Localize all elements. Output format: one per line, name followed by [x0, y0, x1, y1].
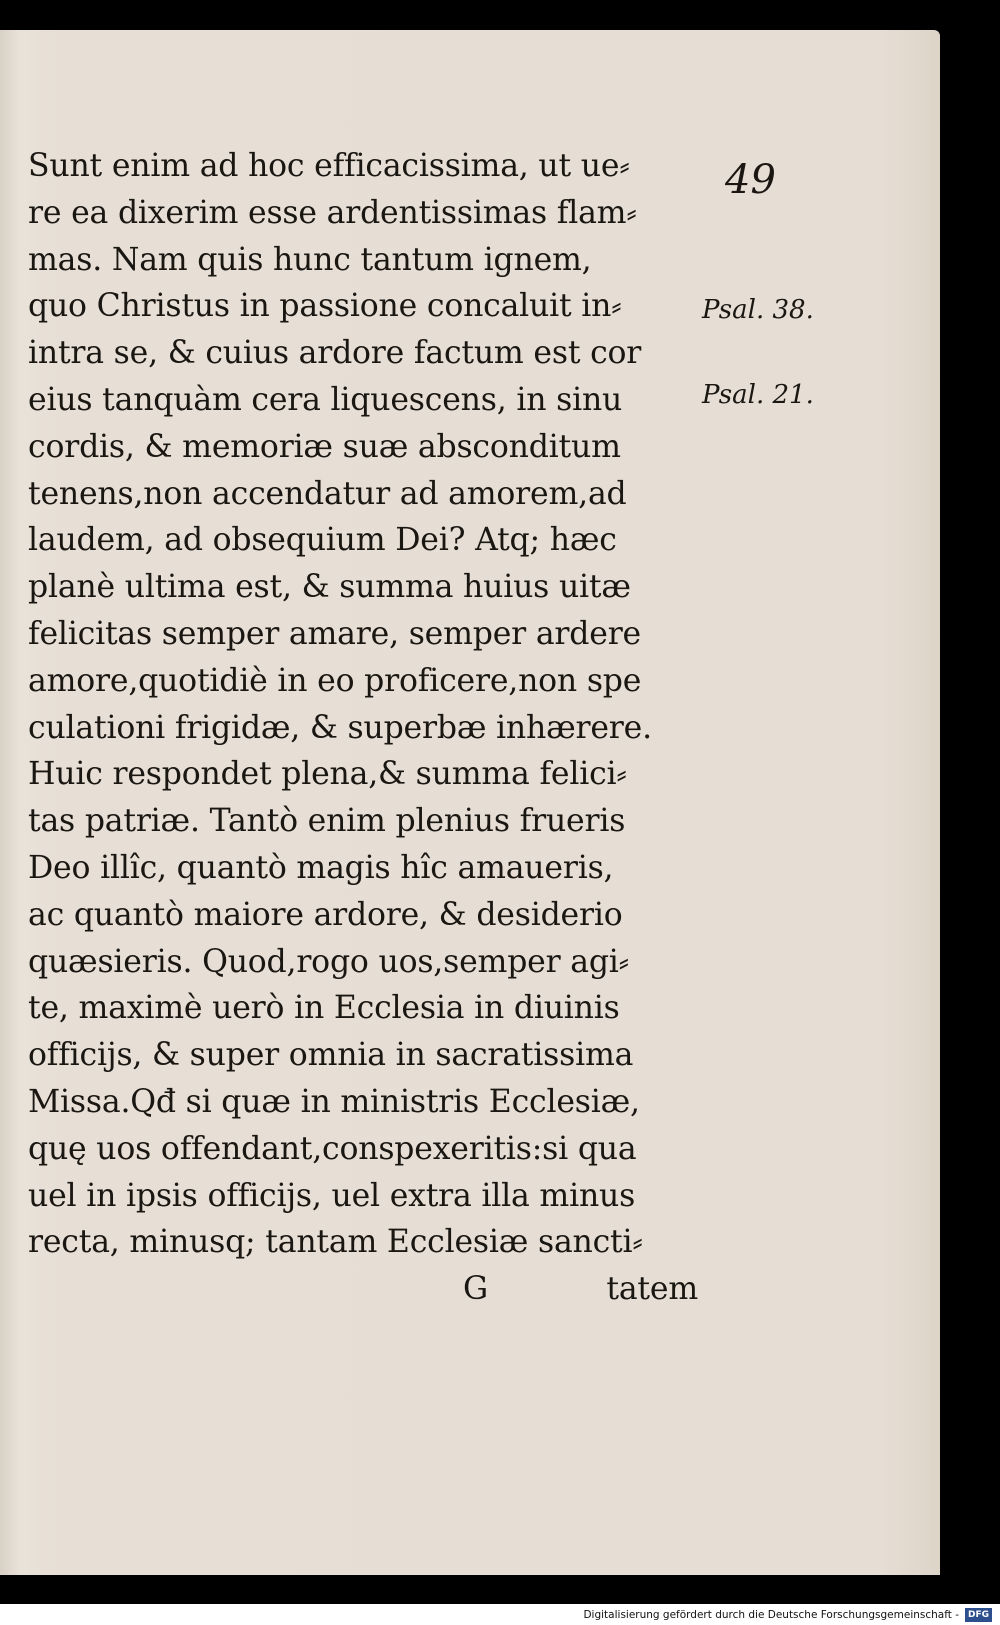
text-line: te, maximè uerò in Ecclesia in diuinis	[28, 990, 620, 1027]
text-line: ac quantò maiore ardore, & desiderio	[28, 896, 623, 933]
dfg-logo-icon: DFG	[965, 1608, 992, 1622]
text-line: laudem, ad obsequium Dei? Atq; hæc	[28, 522, 617, 559]
book-page	[0, 30, 940, 1575]
signature-mark: G	[463, 1271, 488, 1308]
text-line: eius tanquàm cera liquescens, in sinu	[28, 381, 623, 418]
text-line: recta, minusq; tantam Ecclesiæ sancti⸗	[28, 1224, 643, 1261]
text-line: Huic respondet plena,& summa felici⸗	[28, 756, 627, 793]
text-line: quæsieris. Quod,rogo uos,semper agi⸗	[28, 943, 629, 980]
text-line: mas. Nam quis hunc tantum ignem,	[28, 241, 592, 278]
catchword: tatem	[606, 1271, 698, 1308]
text-line: Sunt enim ad hoc efficacissima, ut ue⸗	[28, 148, 630, 184]
text-line: officijs, & super omnia in sacratissima	[28, 1037, 634, 1074]
text-line: Deo illîc, quantò magis hîc amaueris,	[28, 849, 614, 886]
signature-line	[28, 1266, 698, 1313]
text-line: re ea dixerim esse ardentissimas flam⸗	[28, 194, 637, 231]
text-line: intra se, & cuius ardore factum est cor	[28, 335, 642, 372]
page-number: 49	[725, 157, 776, 203]
footer-credit-text: Digitalisierung gefördert durch die Deutsche Forschungsgemeinschaft -	[583, 1608, 959, 1621]
text-line: cordis, & memoriæ suæ absconditum	[28, 428, 621, 465]
marginal-note-psalm-21: Psal. 21.	[702, 380, 814, 410]
text-line: planè ultima est, & summa huius uitæ	[28, 569, 631, 606]
digitization-footer	[0, 1604, 1000, 1625]
text-line: felicitas semper amare, semper ardere	[28, 615, 641, 652]
marginal-note-psalm-38: Psal. 38.	[702, 295, 814, 325]
text-line: tas patriæ. Tantò enim plenius frueris	[28, 803, 626, 840]
text-line: tenens,non accendatur ad amorem,ad	[28, 475, 627, 512]
text-line: culationi frigidæ, & superbæ inhærere.	[28, 709, 652, 746]
main-text-block	[28, 143, 698, 1313]
text-line: Missa.Qđ si quæ in ministris Ecclesiæ,	[28, 1083, 640, 1120]
text-line: quę uos offendant,conspexeritis:si qua	[28, 1130, 637, 1167]
text-line: quo Christus in passione concaluit in⸗	[28, 288, 622, 325]
text-line: amore,quotidiè in eo proficere,non spe	[28, 662, 642, 699]
text-line: uel in ipsis officijs, uel extra illa minus	[28, 1177, 636, 1214]
